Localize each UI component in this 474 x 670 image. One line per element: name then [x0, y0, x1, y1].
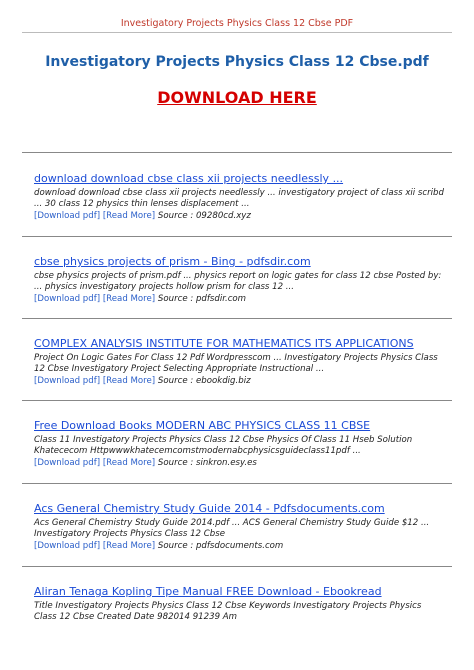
result-title-link[interactable]: Acs General Chemistry Study Guide 2014 - Pdfsdocuments.com [34, 502, 385, 515]
result-entry [34, 337, 446, 387]
source-text: Source : pdfsdocuments.com [157, 541, 284, 551]
result-meta [34, 376, 446, 387]
read-more-link[interactable]: [Read More] [102, 294, 156, 304]
result-meta [34, 458, 446, 469]
source-text: Source : pdfsdir.com [157, 294, 247, 304]
download-pdf-link[interactable]: [Download pdf] [34, 458, 101, 468]
result-description: Project On Logic Gates For Class 12 Pdf Wordpresscom ... Investigatory Projects Physics Class 12 Cbse Investigatory Project Selecting Appropriate Instructional ... [34, 353, 438, 374]
result-description: cbse physics projects of prism.pdf ... physics report on logic gates for class 12 cbse Posted by: ... physics investigatory projects hollow prism for class 12 ... [34, 271, 442, 292]
result-entry [34, 255, 446, 305]
result-entry [34, 172, 446, 222]
divider [22, 566, 452, 567]
source-text: Source : 09280cd.xyz [157, 211, 251, 221]
divider [22, 483, 452, 484]
result-title-link[interactable]: cbse physics projects of prism - Bing - pdfsdir.com [34, 255, 311, 268]
page-header: Investigatory Projects Physics Class 12 Cbse PDF [120, 18, 354, 29]
result-description: Acs General Chemistry Study Guide 2014.pdf ... ACS General Chemistry Study Guide $12 ... Investigatory Projects Physics Class 12 Cbse [34, 518, 430, 539]
result-meta [34, 211, 446, 222]
document-title: Investigatory Projects Physics Class 12 Cbse.pdf [45, 54, 429, 70]
read-more-link[interactable]: [Read More] [102, 541, 156, 551]
result-title-link[interactable]: Free Download Books MODERN ABC PHYSICS CLASS 11 CBSE [34, 419, 371, 432]
result-meta [34, 541, 446, 552]
read-more-link[interactable]: [Read More] [102, 458, 156, 468]
source-text: Source : ebookdig.biz [157, 376, 251, 386]
result-title-link[interactable]: COMPLEX ANALYSIS INSTITUTE FOR MATHEMATICS ITS APPLICATIONS [34, 337, 414, 350]
download-pdf-link[interactable]: [Download pdf] [34, 376, 101, 386]
read-more-link[interactable]: [Read More] [102, 211, 156, 221]
result-meta [34, 294, 446, 305]
divider [22, 400, 452, 401]
result-title-link[interactable]: Aliran Tenaga Kopling Tipe Manual FREE Download - Ebookread [34, 585, 382, 598]
divider [22, 236, 452, 237]
source-text: Source : sinkron.esy.es [157, 458, 257, 468]
result-entry [34, 502, 446, 552]
download-here-link[interactable]: DOWNLOAD HERE [157, 88, 317, 107]
divider [22, 318, 452, 319]
header-rule [22, 32, 452, 33]
result-title-link[interactable]: download download cbse class xii projects needlessly ... [34, 172, 344, 185]
read-more-link[interactable]: [Read More] [102, 376, 156, 386]
result-description: download download cbse class xii projects needlessly ... investigatory project of class xii scribd ... 30 class 12 physics thin lenses displacement ... [34, 188, 444, 209]
download-pdf-link[interactable]: [Download pdf] [34, 541, 101, 551]
divider [22, 152, 452, 153]
result-description: Title Investigatory Projects Physics Class 12 Cbse Keywords Investigatory Projects Physics Class 12 Cbse Created Date 982014 91239 Am [34, 601, 422, 622]
download-pdf-link[interactable]: [Download pdf] [34, 294, 101, 304]
download-pdf-link[interactable]: [Download pdf] [34, 211, 101, 221]
result-description: Class 11 Investigatory Projects Physics Class 12 Cbse Physics Of Class 11 Hseb Solution Khatececom Httpwwwkhatecemcomstmodernabcphysicsguideclass11pdf ... [34, 435, 413, 456]
result-entry [34, 419, 446, 469]
result-entry [34, 585, 446, 623]
